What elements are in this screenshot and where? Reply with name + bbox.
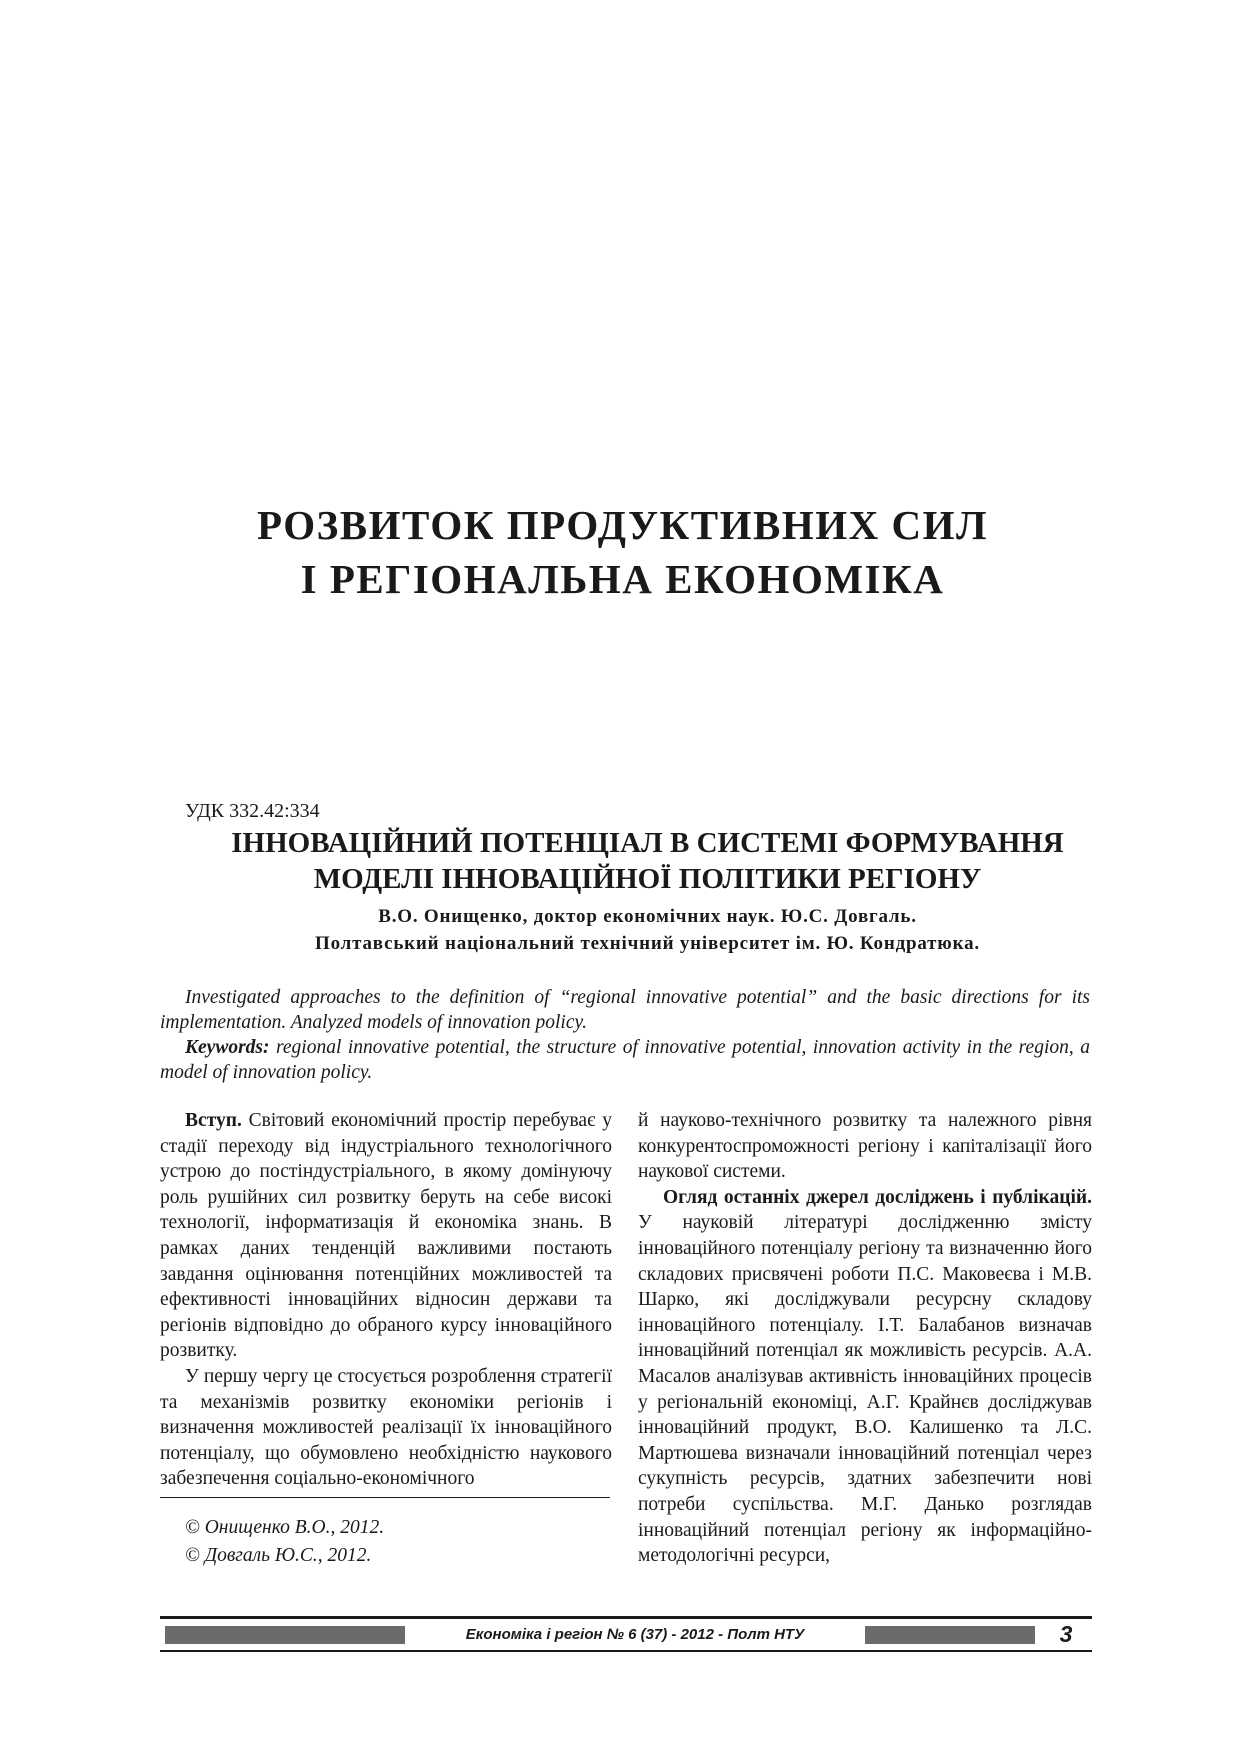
- footer-top-rule: [160, 1616, 1092, 1619]
- author-block: [160, 903, 1135, 957]
- footnote-copyright-2: © Довгаль Ю.С., 2012.: [185, 1545, 372, 1566]
- abstract-text: Investigated approaches to the definition of “regional innovative potential” and the basic directions for its implementation. Analyzed models of innovation policy.: [160, 987, 1090, 1033]
- footer-bar-right: [865, 1626, 1035, 1644]
- footer-bottom-rule: [160, 1650, 1092, 1652]
- keywords-text: regional innovative potential, the structure of innovative potential, innovation activity in the region, a model of innovation policy.: [160, 1037, 1090, 1083]
- paragraph-2: У першу чергу це стосується розроблення стратегії та механізмів розвитку економіки регіонів і визначення можливостей реалізації їх інноваційного потенціалу, що обумовлено необхідністю наукового забезпечення соціально-економічного: [160, 1365, 612, 1490]
- footnote-copyright-1: © Онищенко В.О., 2012.: [185, 1517, 385, 1538]
- section-heading-line2: І РЕГІОНАЛЬНА ЕКОНОМІКА: [300, 556, 945, 602]
- abstract: [160, 985, 1090, 1085]
- udk-code: УДК 332.42:334: [185, 800, 320, 822]
- affiliation: Полтавський національний технічний університет ім. Ю. Кондратюка.: [315, 933, 980, 954]
- journal-footer: Економіка і регіон № 6 (37) - 2012 - Полт НТУ: [465, 1626, 805, 1643]
- footnotes: [185, 1514, 384, 1570]
- review-lead: Огляд останніх джерел досліджень і публікацій.: [663, 1186, 1092, 1208]
- article-title-line1: ІННОВАЦІЙНИЙ ПОТЕНЦІАЛ В СИСТЕМІ ФОРМУВАННЯ: [231, 827, 1064, 859]
- article-title-line2: МОДЕЛІ ІННОВАЦІЙНОЇ ПОЛІТИКИ РЕГІОНУ: [313, 863, 982, 895]
- section-heading: [0, 498, 1245, 606]
- intro-paragraph: [160, 1108, 612, 1364]
- keywords-label: Keywords:: [185, 1037, 270, 1058]
- intro-text: Світовий економічний простір перебуває у стадії переходу від індустріального технологічного устрою до постіндустріального, в якому домінуючу роль рушійних сил розвитку беруть на себе високі технології, інформатизація й економіка знань. В рамках даних тенденцій важливими постають завдання оцінювання потенційних можливостей та ефективності інноваційних відносин держави та регіонів відповідно до обраного курсу інноваційного розвитку.: [160, 1110, 612, 1362]
- article-title: [160, 825, 1135, 897]
- right-column: [638, 1108, 1092, 1569]
- review-text: У науковій літературі дослідженню змісту інноваційного потенціалу регіону та визначенню його складових присвячені роботи П.С. Маковеєва і М.В. Шарко, які досліджували ресурсну складову інноваційного потенціалу. І.Т. Балабанов визначав інноваційний потенціал як можливість ресурсів. А.А. Масалов аналізував активність інноваційних процесів у регіональній економіці, А.Г. Крайнєв досліджував інноваційний продукт, В.О. Калишенко та Л.С. Мартюшева визначали інноваційний потенціал через сукупність ресурсів, здатних забезпечити нові потреби суспільства. М.Г. Данько розглядав інноваційний потенціал регіону як інформаційно-методологічні ресурси,: [638, 1212, 1092, 1567]
- section-heading-line1: РОЗВИТОК ПРОДУКТИВНИХ СИЛ: [256, 502, 989, 548]
- footnote-divider: [160, 1497, 610, 1498]
- left-column: [160, 1108, 612, 1492]
- authors: В.О. Онищенко, доктор економічних наук. Ю.С. Довгаль.: [378, 906, 917, 927]
- footer-bar-left: [165, 1626, 405, 1644]
- intro-lead: Вступ.: [185, 1110, 242, 1131]
- continuation-paragraph: й науково-технічного розвитку та належного рівня конкурентоспроможності регіону і капіталізації його наукової системи.: [638, 1110, 1092, 1183]
- page-number: 3: [1059, 1621, 1073, 1647]
- keywords: [160, 1035, 1090, 1085]
- review-paragraph: [638, 1185, 1092, 1569]
